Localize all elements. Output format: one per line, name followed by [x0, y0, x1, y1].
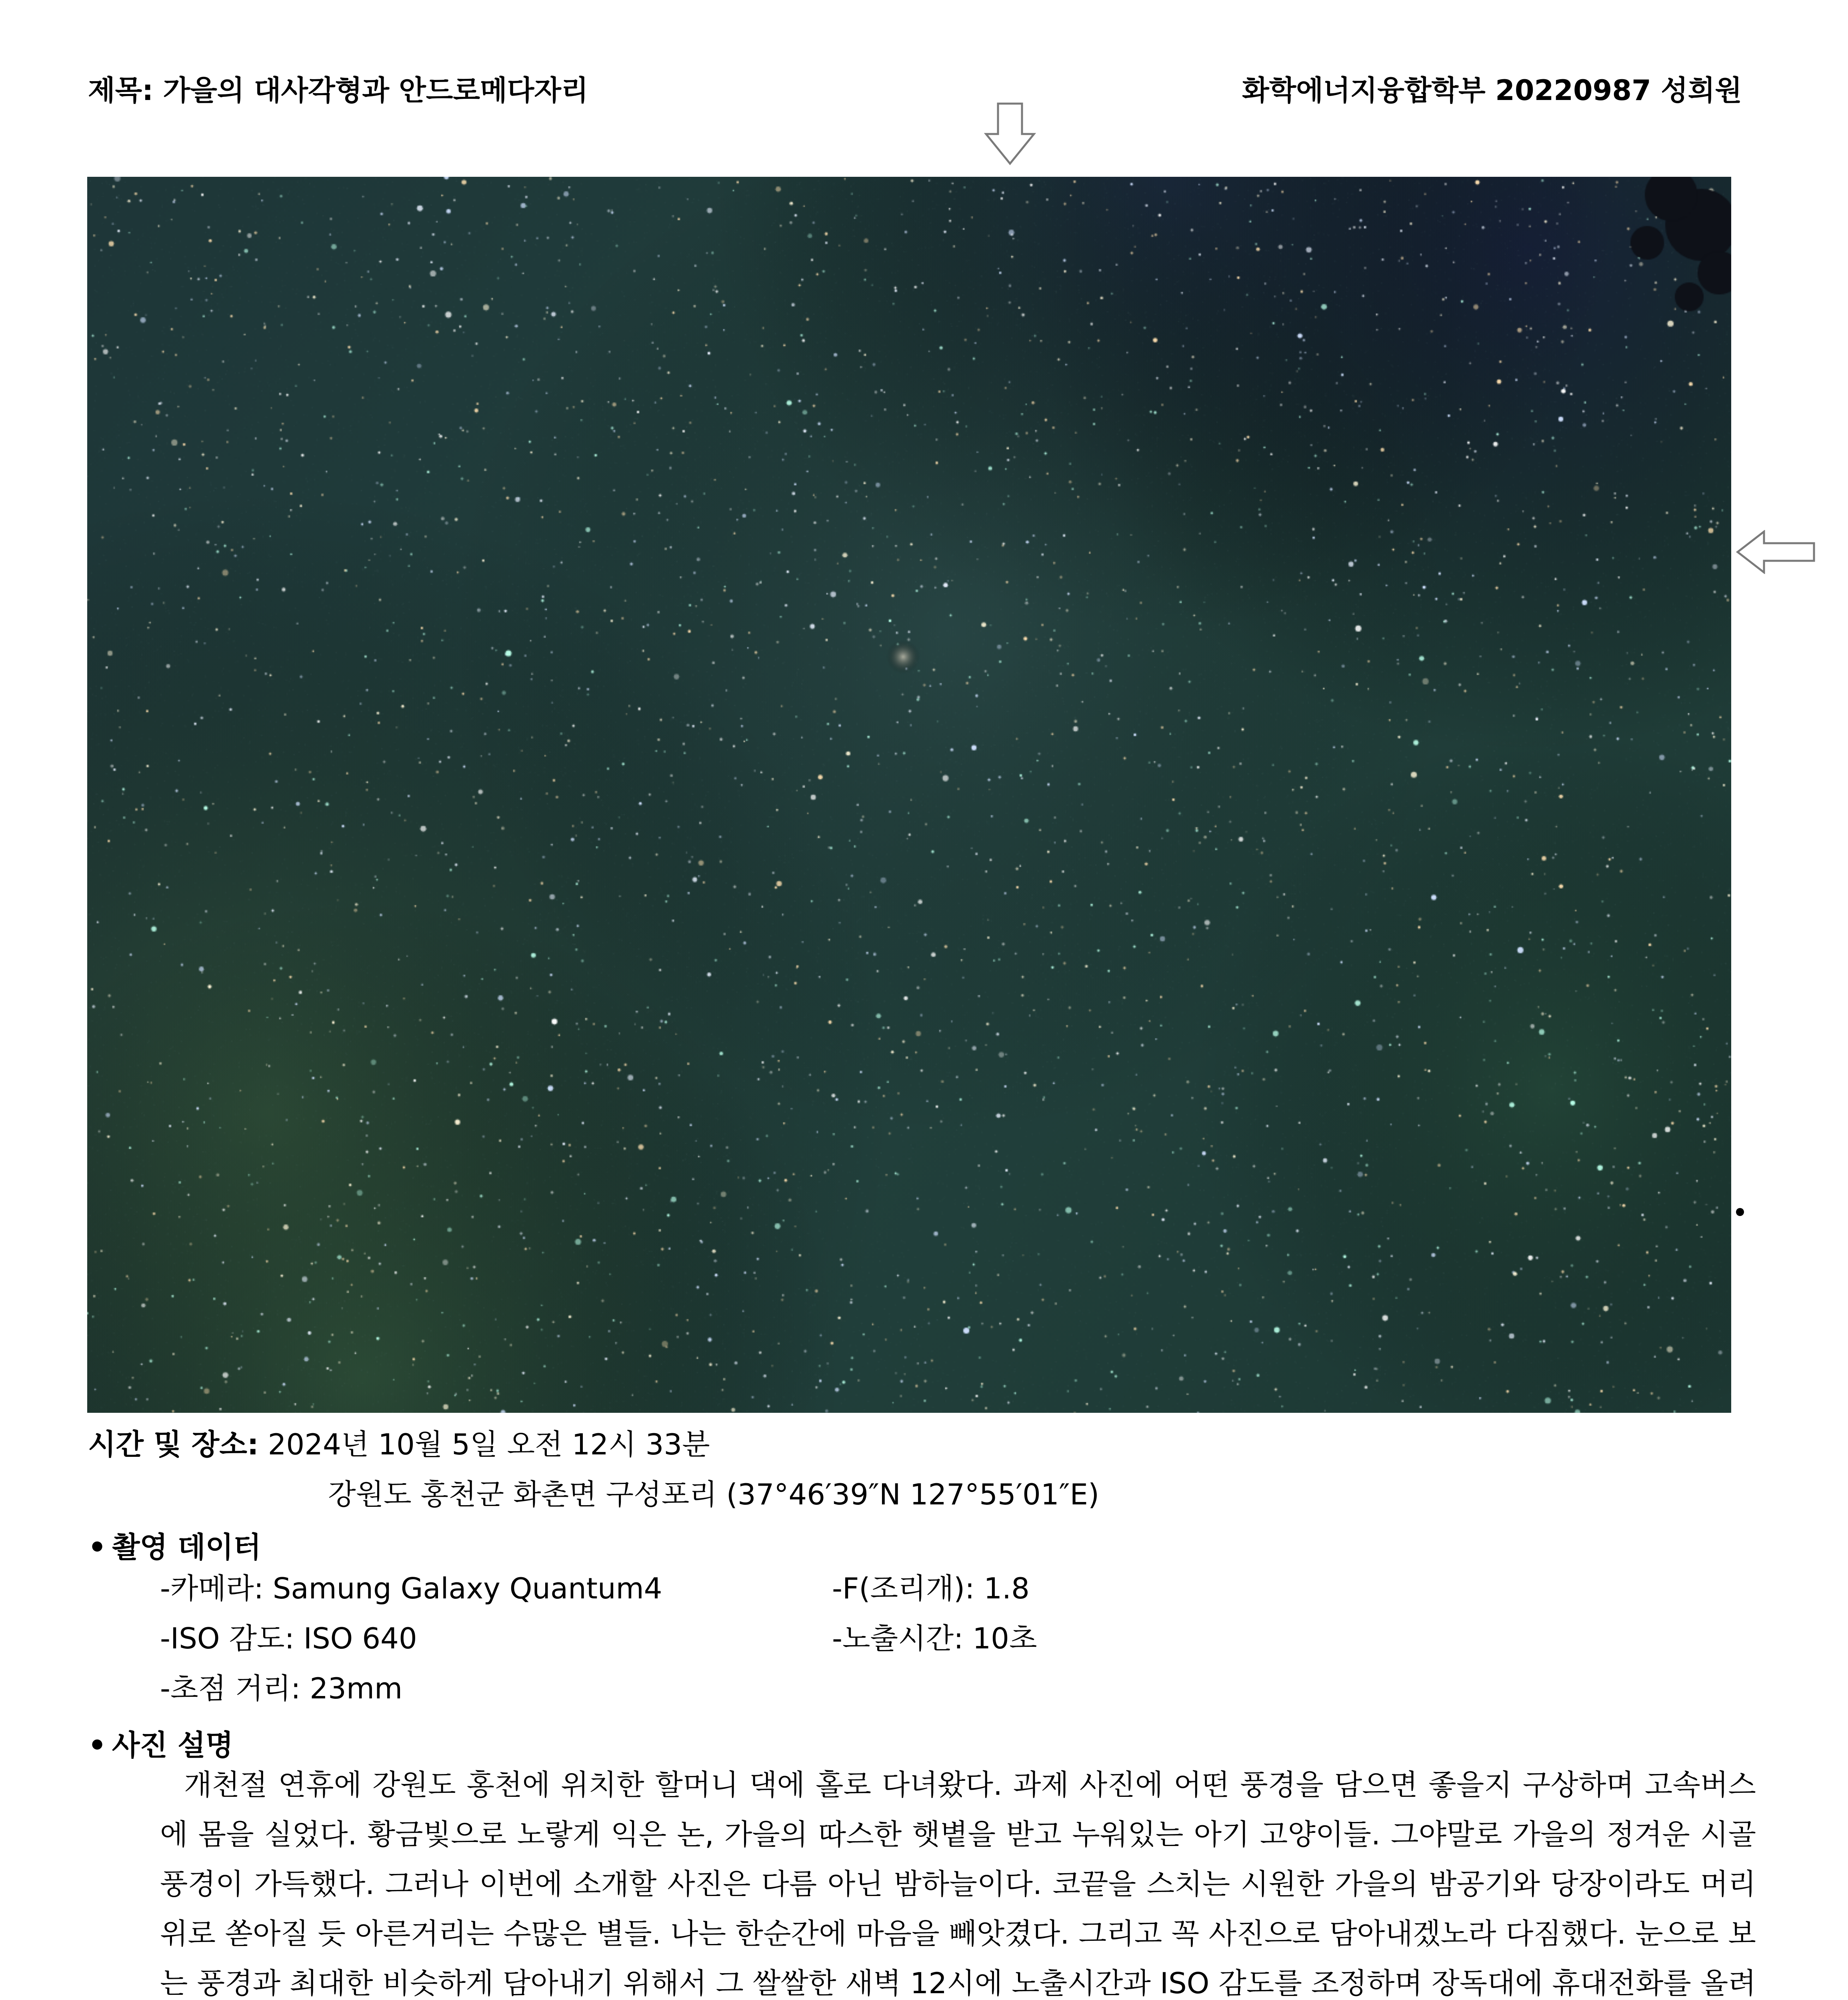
shooting-heading [88, 1524, 261, 1566]
focal-spec: -초점 거리: 23mm [160, 1672, 403, 1705]
night-sky-photo [87, 177, 1731, 1413]
time-place-label: 시간 및 장소: [88, 1428, 259, 1461]
down-arrow-icon [984, 102, 1036, 166]
author-info: 화학에너지융합학부 20220987 성희원 [1242, 74, 1742, 107]
left-arrow-icon [1736, 530, 1816, 574]
exposure-spec: -노출시간: 10초 [832, 1622, 1037, 1655]
description-heading [88, 1722, 233, 1764]
time-place-datetime: 2024년 10월 5일 오전 12시 33분 [268, 1428, 710, 1461]
marker-dot [1736, 1208, 1744, 1216]
description-body: 개천절 연휴에 강원도 홍천에 위치한 할머니 댁에 홀로 다녀왔다. 과제 사진에 어떤 풍경을 담으면 좋을지 구상하며 고속버스에 몸을 실었다. 황금빛으로 노랗게 익은 논, 가을의 따스한 햇볕을 받고 누워있는 아기 고양이들. 그야말로 가을의 정겨운 시골 풍경이 가득했다. 그러나 이번에 소개할 사진은 다름 아닌 밤하늘이다. 코끝을 스치는 시원한 가을의 밤공기와 당장이라도 머리 위로 쏟아질 듯 아른거리는 수많은 별들. 나는 한순간에 마음을 빼앗겼다. 그리고 꼭 사진으로 담아내겠노라 다짐했다. 눈으로 보는 풍경과 최대한 비슷하게 담아내기 위해서 그 쌀쌀한 새벽 12시에 노출시간과 ISO 감도를 조정하며 장독대에 휴대전화를 올려 [160, 1768, 1756, 2000]
time-place-row [88, 1430, 710, 1459]
camera-spec: -카메라: Samung Galaxy Quantum4 [160, 1572, 662, 1605]
description-heading-text: 사진 설명 [112, 1728, 234, 1762]
document-title: 제목: 가을의 대사각형과 안드로메다자리 [88, 74, 588, 107]
bullet-icon: • [88, 1530, 107, 1564]
bullet-icon: • [88, 1728, 107, 1762]
iso-spec: -ISO 감도: ISO 640 [160, 1622, 417, 1655]
time-place-location: 강원도 홍천군 화촌면 구성포리 (37°46′39″N 127°55′01″E) [328, 1478, 1100, 1511]
shooting-heading-text: 촬영 데이터 [112, 1530, 261, 1564]
fnumber-spec: -F(조리개): 1.8 [832, 1572, 1030, 1605]
